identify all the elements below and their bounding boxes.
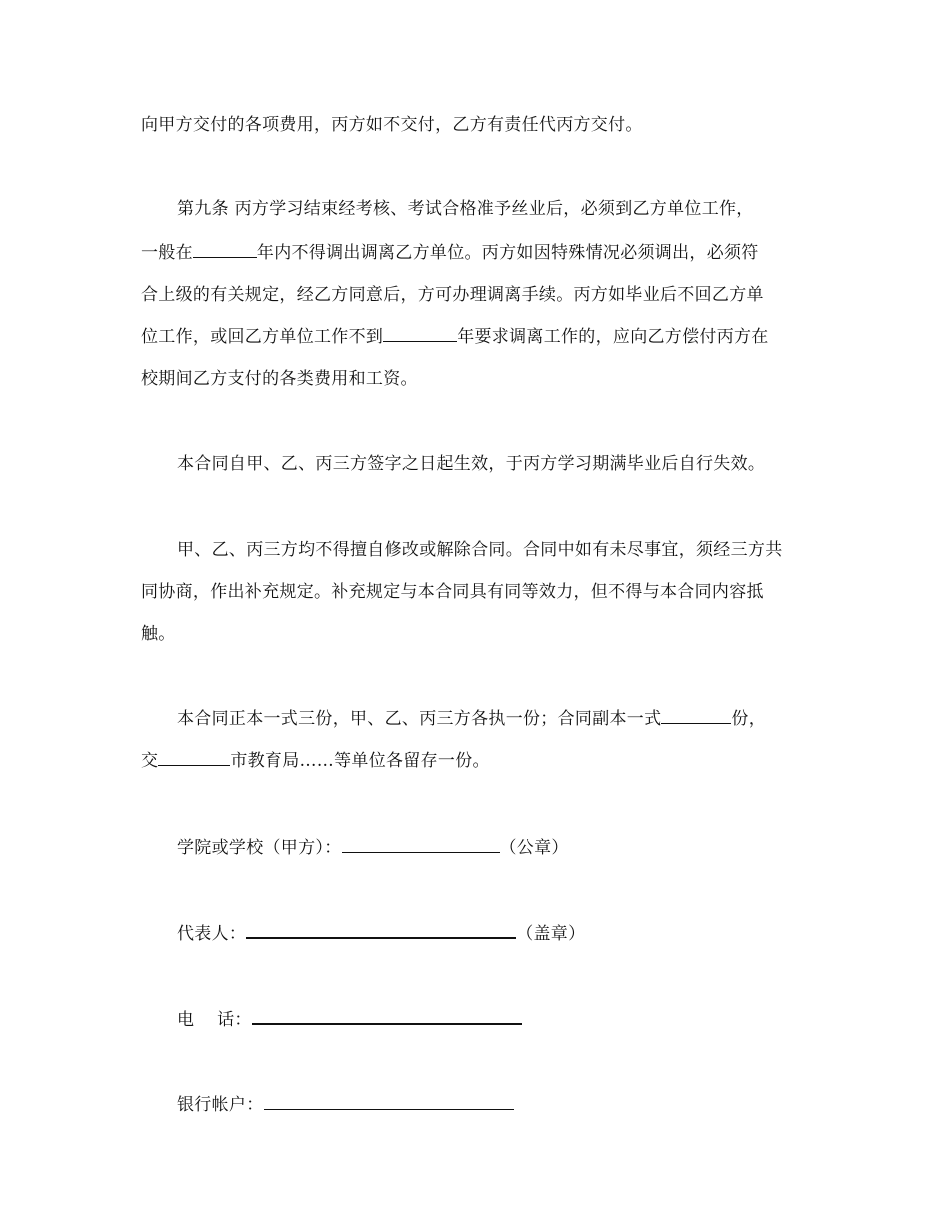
school-label: 学院或学校（甲方）： (177, 838, 342, 858)
article-9-line-2 (141, 240, 821, 266)
text-fragment: 一般在 (141, 243, 193, 263)
phone-row (177, 1005, 857, 1033)
paragraph-line (141, 112, 821, 138)
representative-seal-label: （盖章） (516, 924, 586, 944)
phone-field[interactable] (252, 1005, 522, 1025)
text-fragment: 触。 (141, 624, 176, 644)
text-fragment: 年内不得调出调离乙方单位。丙方如因特殊情况必须调出，必须符 (256, 243, 759, 263)
amend-line-1 (177, 537, 857, 563)
text-fragment: 校期间乙方支付的各类费用和工资。 (141, 369, 418, 389)
representative-label: 代表人： (177, 924, 247, 944)
school-name-field[interactable] (342, 834, 500, 853)
article-9-line-3 (141, 282, 821, 308)
amend-line-2 (141, 579, 821, 605)
text-fragment: 份， (731, 709, 767, 729)
school-signature-row (177, 834, 857, 861)
phone-label: 电 话： (177, 1010, 252, 1030)
bank-account-row (177, 1091, 857, 1118)
article-9-line-5 (141, 366, 821, 392)
copies-line-2 (141, 748, 821, 774)
text-fragment: 市教育局……等单位各留存一份。 (230, 751, 490, 771)
amend-line-3 (141, 621, 821, 647)
text-fragment: 同协商，作出补充规定。补充规定与本合同具有同等效力，但不得与本合同内容抵 (141, 582, 764, 602)
blank-years-field[interactable] (193, 241, 257, 258)
text-fragment: 位工作，或回乙方单位工作不到 (141, 327, 384, 347)
text-fragment: 本合同自甲、乙、丙三方签字之日起生效，于丙方学习期满毕业后自行失效。 (177, 454, 766, 474)
text-fragment: 向甲方交付的各项费用，丙方如不交付，乙方有责任代丙方交付。 (141, 115, 643, 135)
blank-copies-count-field[interactable] (661, 707, 731, 724)
article-9-line-4 (141, 324, 821, 350)
representative-signature-row (177, 919, 857, 947)
blank-years-field[interactable] (383, 325, 457, 342)
representative-field[interactable] (246, 919, 516, 939)
text-fragment: 合上级的有关规定，经乙方同意后，方可办理调离手续。丙方如毕业后不回乙方单 (141, 285, 764, 305)
article-9-line-1 (177, 196, 857, 222)
blank-city-field[interactable] (158, 749, 230, 766)
copies-line-1 (177, 706, 857, 732)
text-fragment: 本合同正本一式三份，甲、乙、丙三方各执一份；合同副本一式 (177, 709, 662, 729)
effect-clause (177, 451, 857, 477)
text-fragment: 第九条 丙方学习结束经考核、考试合格准予丝业后，必须到乙方单位工作， (177, 199, 754, 219)
text-fragment: 甲、乙、丙三方均不得擅自修改或解除合同。合同中如有未尽事宜，须经三方共 (177, 540, 783, 560)
school-seal-label: （公章） (499, 838, 569, 858)
text-fragment: 交 (141, 751, 159, 771)
text-fragment: 年要求调离工作的，应向乙方偿付丙方在 (457, 327, 769, 347)
bank-account-field[interactable] (264, 1091, 514, 1110)
bank-account-label: 银行帐户： (177, 1095, 264, 1115)
